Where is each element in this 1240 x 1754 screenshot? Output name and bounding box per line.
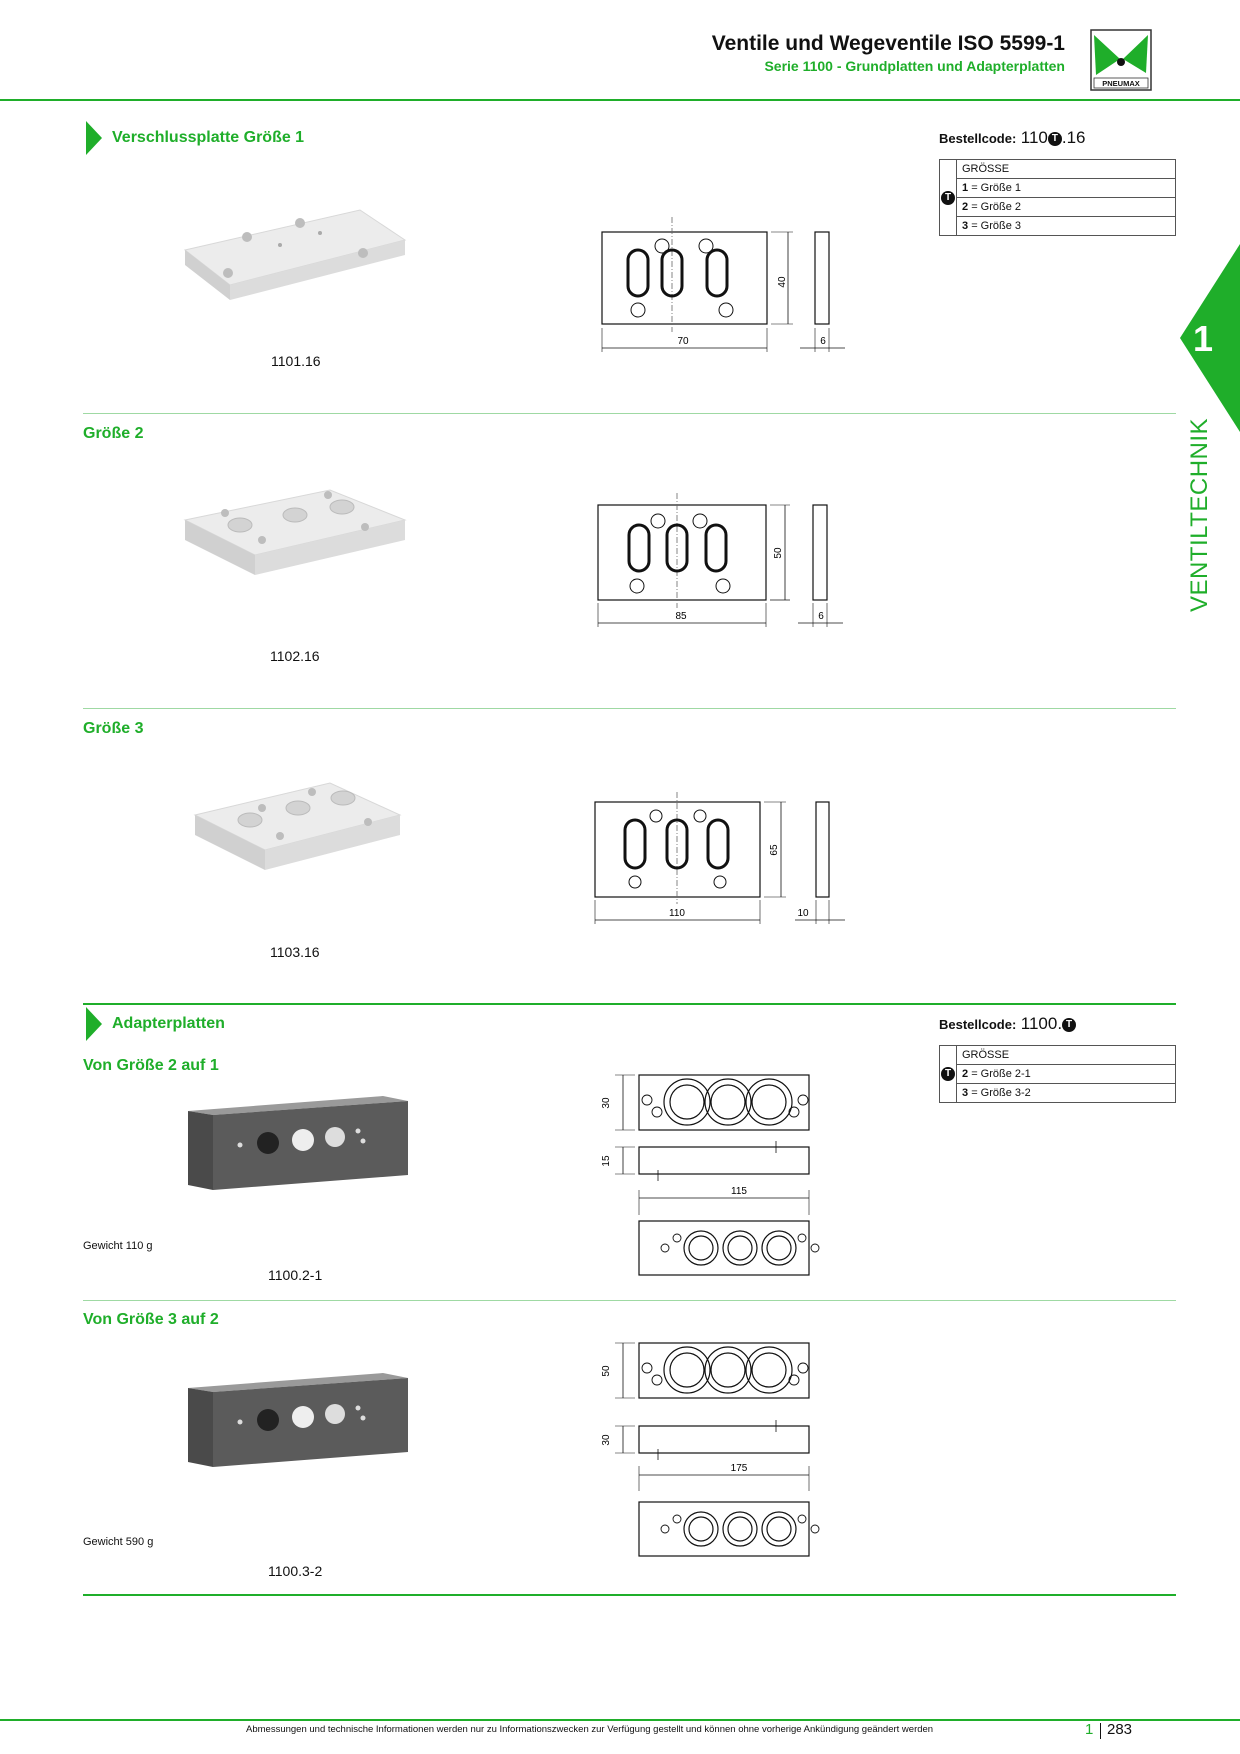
dim-height: 30 xyxy=(601,1097,612,1109)
footer-rule xyxy=(0,1719,1240,1721)
dim-thickness: 30 xyxy=(601,1434,612,1446)
table-header: GRÖSSE xyxy=(957,160,1176,179)
dim-width: 175 xyxy=(730,1463,748,1474)
table-row: 2 = Größe 2-1 xyxy=(957,1065,1176,1084)
item-title-adapter-2-1: Von Größe 2 auf 1 xyxy=(83,1057,219,1074)
dim-height: 65 xyxy=(769,844,780,856)
part-number: 1100.2-1 xyxy=(268,1267,323,1283)
footer-page-number: 283 xyxy=(1107,1721,1133,1738)
dim-width: 115 xyxy=(731,1186,747,1197)
dim-height: 50 xyxy=(773,547,784,559)
weight-label: Gewicht 590 g xyxy=(83,1536,154,1548)
order-code-prefix: 1100. xyxy=(1020,1014,1063,1033)
table-header: GRÖSSE xyxy=(957,1046,1176,1065)
dim-thickness: 10 xyxy=(797,908,809,919)
table-row: 3 = Größe 3 xyxy=(957,217,1176,236)
size-table-2 xyxy=(939,1045,1176,1103)
product-photo-1101 xyxy=(180,205,410,305)
part-number: 1100.3-2 xyxy=(268,1563,323,1579)
size-table-1 xyxy=(939,159,1176,236)
weight-label: Gewicht 110 g xyxy=(83,1240,153,1252)
part-number: 1101.16 xyxy=(271,353,321,369)
item-title-adapter-3-2: Von Größe 3 auf 2 xyxy=(83,1311,219,1328)
dim-thickness: 15 xyxy=(601,1155,612,1167)
table-row: 2 = Größe 2 xyxy=(957,198,1176,217)
side-tab-number: 1 xyxy=(1193,318,1214,359)
order-code-prefix: 110 xyxy=(1020,128,1048,147)
footer-chapter: 1 xyxy=(1085,1721,1094,1738)
table-row: 1 = Größe 1 xyxy=(957,179,1176,198)
order-code-label: Bestellcode: xyxy=(939,131,1017,146)
product-photo-1103 xyxy=(190,780,410,880)
order-code-1 xyxy=(939,128,1086,148)
section-title-adapterplatten: Adapterplatten xyxy=(112,1015,225,1032)
item-title-groesse-2: Größe 2 xyxy=(83,425,144,442)
header-subtitle: Serie 1100 - Grundplatten und Adapterplatten xyxy=(764,58,1065,74)
header-title: Ventile und Wegeventile ISO 5599-1 xyxy=(711,32,1065,55)
dim-thickness: 6 xyxy=(818,611,824,622)
side-tab-label: VENTILTECHNIK xyxy=(1186,417,1213,613)
divider xyxy=(83,1300,1176,1301)
divider xyxy=(83,413,1176,414)
table-row: 3 = Größe 3-2 xyxy=(957,1084,1176,1103)
dim-height: 50 xyxy=(601,1365,612,1377)
logo-text: PNEUMAX xyxy=(1102,79,1140,88)
technical-drawing-1100-3-2 xyxy=(595,1333,855,1558)
section-divider xyxy=(83,1594,1176,1596)
section-marker-icon xyxy=(86,1007,102,1041)
technical-drawing-1102 xyxy=(593,493,853,633)
header-rule xyxy=(0,99,1240,101)
product-photo-1100-3-2 xyxy=(183,1370,413,1470)
dim-width: 85 xyxy=(675,611,687,622)
product-photo-1102 xyxy=(180,485,410,585)
dim-thickness: 6 xyxy=(820,336,826,347)
item-title-groesse-3: Größe 3 xyxy=(83,720,144,737)
pneumax-logo xyxy=(1090,29,1152,91)
order-code-suffix: .16 xyxy=(1061,128,1086,147)
dim-width: 70 xyxy=(677,336,689,347)
part-number: 1102.16 xyxy=(270,648,320,664)
order-code-label: Bestellcode: xyxy=(939,1017,1017,1032)
code-badge-icon: T xyxy=(1048,132,1062,146)
table-badge-icon: T xyxy=(941,191,955,205)
footer-disclaimer: Abmessungen und technische Informationen werden nur zu Informationszwecken zur Verfügung gestellt und können ohne vorherige Ankündigung geändert werden xyxy=(246,1724,934,1735)
table-badge-icon: T xyxy=(941,1067,955,1081)
divider xyxy=(83,708,1176,709)
product-photo-1100-2-1 xyxy=(183,1093,413,1193)
code-badge-icon: T xyxy=(1062,1018,1076,1032)
technical-drawing-1100-2-1 xyxy=(595,1065,855,1280)
footer-separator xyxy=(1100,1723,1101,1739)
order-code-2 xyxy=(939,1014,1076,1034)
section-title-verschlussplatte: Verschlussplatte Größe 1 xyxy=(112,129,305,146)
technical-drawing-1101 xyxy=(595,212,855,362)
part-number: 1103.16 xyxy=(270,944,320,960)
dim-width: 110 xyxy=(669,908,685,919)
section-marker-icon xyxy=(86,121,102,155)
section-divider xyxy=(83,1003,1176,1005)
technical-drawing-1103 xyxy=(590,792,850,932)
dim-height: 40 xyxy=(777,276,788,288)
